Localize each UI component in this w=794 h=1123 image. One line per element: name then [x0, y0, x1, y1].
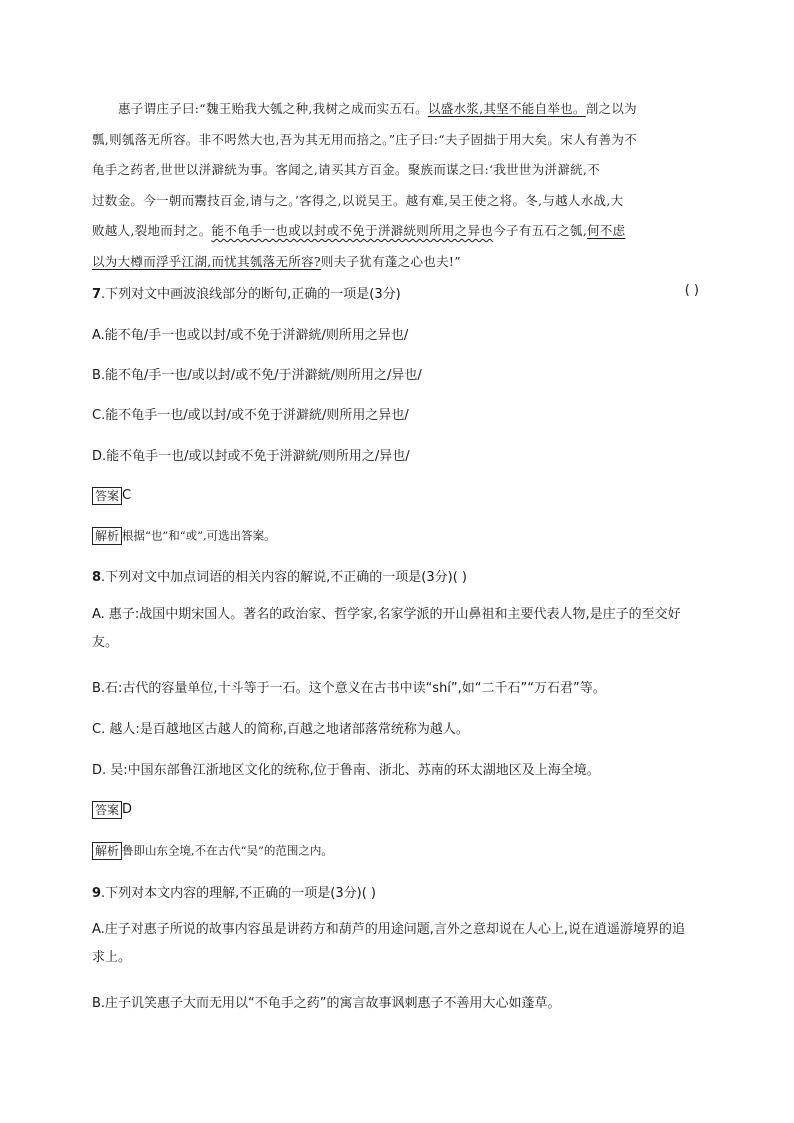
q7-option-b: B.能不龟/手一也/或以封/或不免/于洴澼絖/则所用之/异也/	[92, 368, 422, 383]
q8-analysis	[92, 840, 333, 860]
underlined-text: 以盛水浆,其坚不能自举也。	[427, 101, 586, 116]
passage-line: 瓢,则瓠落无所容。非不呺然大也,吾为其无用而掊之。”庄子曰:“夫子固拙于用大矣。宋人有善为不	[92, 131, 637, 147]
question-text: .下列对本文内容的理解,不正确的一项是(3分)( )	[101, 886, 377, 901]
wavy-underlined-text: 能不龟手一也或以封或不免于洴澼絖则所用之异也	[211, 223, 494, 238]
q8-option-b: B.石:古代的容量单位,十斗等于一石。这个意义在古书中读“shí”,如“二千石”“万石君”等。	[92, 681, 606, 696]
question-8-stem	[92, 566, 467, 585]
question-text: .下列对文中加点词语的相关内容的解说,不正确的一项是(3分)( )	[101, 570, 468, 585]
q8-option-d: D. 吴:中国东部鲁江浙地区文化的统称,位于鲁南、浙北、苏南的环太湖地区及上海全境。	[92, 763, 600, 778]
question-number: 7	[92, 287, 102, 302]
question-9-stem	[92, 882, 376, 901]
answer-tag: 答案	[92, 801, 122, 819]
question-text: .下列对文中画波浪线部分的断句,正确的一项是(3分)	[101, 287, 401, 302]
question-number: 8	[92, 570, 102, 585]
answer-blank: ( )	[684, 283, 699, 298]
underlined-text: 以为大樽而浮乎江湖,而忧其瓠落无所容?	[92, 253, 321, 269]
passage-line: 龟手之药者,世世以洴澼絖为事。客闻之,请买其方百金。聚族而谋之曰:‘我世世为洴澼絖,不	[92, 162, 601, 177]
passage-text: 败越人,裂地而封之。	[92, 223, 212, 238]
q7-option-c: C.能不龟手一也/或以封/或不免于洴澼絖/则所用之异也/	[92, 408, 409, 423]
passage-text: 剖之以为	[585, 101, 637, 116]
analysis-tag: 解析	[92, 842, 122, 860]
q7-analysis	[92, 525, 276, 545]
passage-text: 则夫子犹有蓬之心也夫!”	[320, 253, 461, 269]
q8-option-a: A. 惠子:战国中期宋国人。著名的政治家、哲学家,名家学派的开山鼻祖和主要代表人物,是庄子的至交好友。	[92, 607, 681, 650]
analysis-text: 根据“也”和“或”,可选出答案。	[122, 528, 276, 543]
q9-option-a: A.庄子对惠子所说的故事内容虽是讲药方和葫芦的用途问题,言外之意却说在人心上,说在逍遥游境界的追求上。	[92, 922, 686, 965]
answer-value: D	[122, 802, 133, 817]
passage-text: 惠子谓庄子曰:“魏王贻我大瓠之种,我树之成而实五石。	[118, 101, 428, 116]
passage-line	[92, 94, 692, 125]
analysis-text: 鲁即山东全境,不在古代“吴”的范围之内。	[122, 843, 333, 858]
answer-tag: 答案	[92, 487, 122, 505]
q7-option-a: A.能不龟/手一也或以封/或不免于洴澼絖/则所用之异也/	[92, 328, 409, 343]
question-7-stem	[92, 283, 401, 302]
q8-option-c: C. 越人:是百越地区古越人的简称,百越之地诸部落常统称为越人。	[92, 722, 469, 737]
question-number: 9	[92, 886, 102, 901]
passage-line	[92, 216, 692, 247]
passage-line: 过数金。今一朝而鬻技百金,请与之。’客得之,以说吴王。越有难,吴王使之将。冬,与越人水战,大	[92, 192, 624, 208]
passage-text: 今子有五石之瓠,	[493, 223, 587, 238]
q8-answer	[92, 799, 132, 819]
q7-option-d: D.能不龟手一也/或以封或不免于洴澼絖/则所用之/异也/	[92, 449, 410, 464]
q7-answer	[92, 485, 131, 505]
analysis-tag: 解析	[92, 527, 122, 545]
underlined-text: 何不虑	[586, 223, 626, 238]
passage-line	[92, 247, 692, 278]
answer-value: C	[122, 488, 132, 503]
q9-option-b: B.庄子讥笑惠子大而无用以“不龟手之药”的寓言故事讽刺惠子不善用大心如蓬草。	[92, 996, 561, 1011]
classical-passage	[92, 94, 692, 277]
